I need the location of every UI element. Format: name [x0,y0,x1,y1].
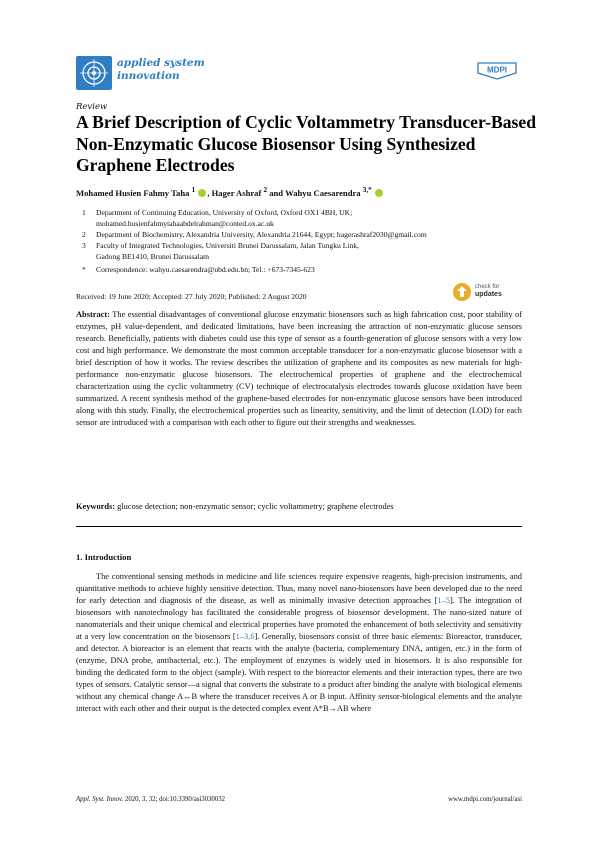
mdpi-logo-icon [474,60,520,80]
affiliation-3 [82,240,542,251]
divider [76,526,522,527]
affiliation-number: 3 [82,241,86,250]
affiliation-number: 1 [82,208,86,217]
affiliation-1-email [82,218,542,229]
affiliation-number: 2 [82,230,86,239]
affiliation-3-cont [82,251,542,262]
intro-text: The conventional sensing methods in medicine and life sciences require expensive reagents, high-precision instruments, and quantitative methods to achieve highly sensitive detection. Thus, many novel nano-biosensors have been developed due to the need for early detection and diagnosis of the disease, as well as minimally invasive detection approaches [ [76,572,522,605]
article-type: Review [76,102,108,112]
intro-text: ]. The integration of biosensors with nanotechnology has facilitated the considerable progress of biosensor development. The nano-sized nature of nanomaterials and their unique chemical and electrical properties have promoted the enhancement of both selectivity and sensitivity at a very low concentration on the biosensors [ [76,596,523,641]
keywords [76,502,522,511]
journal-logo-icon [76,56,112,90]
citation-link[interactable]: 1–3,6 [235,632,255,641]
author-name[interactable]: Hager Ashraf [211,187,262,198]
keywords-text: glucose detection; non-enzymatic sensor; cyclic voltammetry; graphene electrodes [117,502,394,511]
journal-name-line2: innovation [117,70,180,82]
author-separator: , [207,187,212,198]
check-updates-icon [452,281,472,303]
introduction-paragraph [76,571,522,715]
check-updates-line2: updates [475,291,502,298]
intro-text: ]. Generally, biosensors consist of three basic elements: Bioreactor, transducer, and detector. A bioreactor is an element that reacts with the analyte (bacteria, complementary DNA, antigen, etc.) in the form of (enzyme, DNA probe, antibacterial, etc.). The employment of enzymes is widely used in biosensors. It is also responsible for binding the dedicated form to the object (sample). With respect to the bioreactor elements and their interaction types, there are two types of sensors. Catalytic sensor—a signal that converts the substrate to a product after binding the analyte with biological elements without any chemical change A↔B where the transducer receives A or B input. Affinity sensor-biological elements and the analyte interact with each other and their output is the detected complex event A*B→AB where [76,632,522,713]
author-separator: and [267,187,286,198]
author-list [76,186,536,198]
author-name[interactable]: Mohamed Husien Fahmy Taha [76,187,190,198]
orcid-icon[interactable] [375,189,383,197]
journal-name [117,57,205,83]
abstract-label: Abstract: [76,310,110,319]
author-affiliation-ref: 2 [263,186,268,194]
keywords-label: Keywords: [76,502,116,511]
footer-journal-abbr: Appl. Syst. Innov. [76,796,124,803]
affiliation-text: Department of Biochemistry, Alexandria University, Alexandria 21644, Egypt; hagerashraf2030@gmail.com [96,230,427,239]
affiliation-number: * [82,265,86,274]
check-for-updates-button[interactable] [452,281,522,303]
affiliation-text: Correspondence: wahyu.caesarendra@ubd.edu.bn; Tel.: +673-7345-623 [96,265,315,274]
check-updates-line1: check for [475,284,500,290]
author-affiliation-ref: 3,* [362,186,372,194]
affiliation-text: Department of Continuing Education, University of Oxford, Oxford OX1 4BH, UK; [96,208,353,217]
author-affiliation-ref: 1 [191,186,196,194]
journal-name-line1: applied system [117,57,205,69]
affiliation-2 [82,229,542,240]
footer-citation [76,796,225,803]
correspondence [82,264,542,275]
author-name[interactable]: Wahyu Caesarendra [285,187,361,198]
abstract [76,309,522,429]
affiliation-text[interactable]: mohamed.husienfahmytahaabdelrahman@conted.ox.ac.uk [96,219,274,228]
affiliation-1 [82,207,542,218]
footer-cite: 2020, 3, 32; doi:10.3390/asi3030032 [123,796,226,803]
citation-link[interactable]: 1–5 [437,596,450,605]
section-heading: 1. Introduction [76,552,132,562]
affiliation-text: Faculty of Integrated Technologies, Universiti Brunei Darussalam, Jalan Tungku Link, [96,241,359,250]
article-title: A Brief Description of Cyclic Voltammetry Transducer-Based Non-Enzymatic Glucose Biosensor Using Synthesized Graphene Electrodes [76,112,536,175]
footer-url[interactable]: www.mdpi.com/journal/asi [448,796,522,803]
affiliation-text: Gadong BE1410, Brunei Darussalam [96,252,210,261]
orcid-icon[interactable] [198,189,206,197]
abstract-text: The essential disadvantages of conventional glucose enzymatic biosensors such as high fabrication cost, poor stability of enzymes, pH value-dependent, and dedicated limitations, have been increasing the attraction of non-enzymatic glucose sensors research. Beneficially, patients with diabetes could use this type of sensor as a fourth-generation of glucose sensors with a very low cost and high performance. We demonstrate the most common acceptable transducer for a non-enzymatic glucose biosensor with a brief description of how it works. The review describes the utilization of graphene and its composites as new materials for high-performance non-enzymatic glucose biosensors. The electrochemical properties of graphene and the electrochemical characterization using the cyclic voltammetry (CV) technique of electrocatalysis electrodes towards glucose oxidation have been summarized. A recent synthesis method of the graphene-based electrodes for non-enzymatic glucose sensors have been introduced along with this study. Finally, the electrochemical properties such as linearity, sensitivity, and the limit of detection (LOD) for each sensor are introduced with a comparison with each other to figure out their strengths and weaknesses. [76,310,522,427]
publisher-name: MDPI [487,65,507,75]
publication-dates: Received: 19 June 2020; Accepted: 27 July 2020; Published: 2 August 2020 [76,292,307,301]
